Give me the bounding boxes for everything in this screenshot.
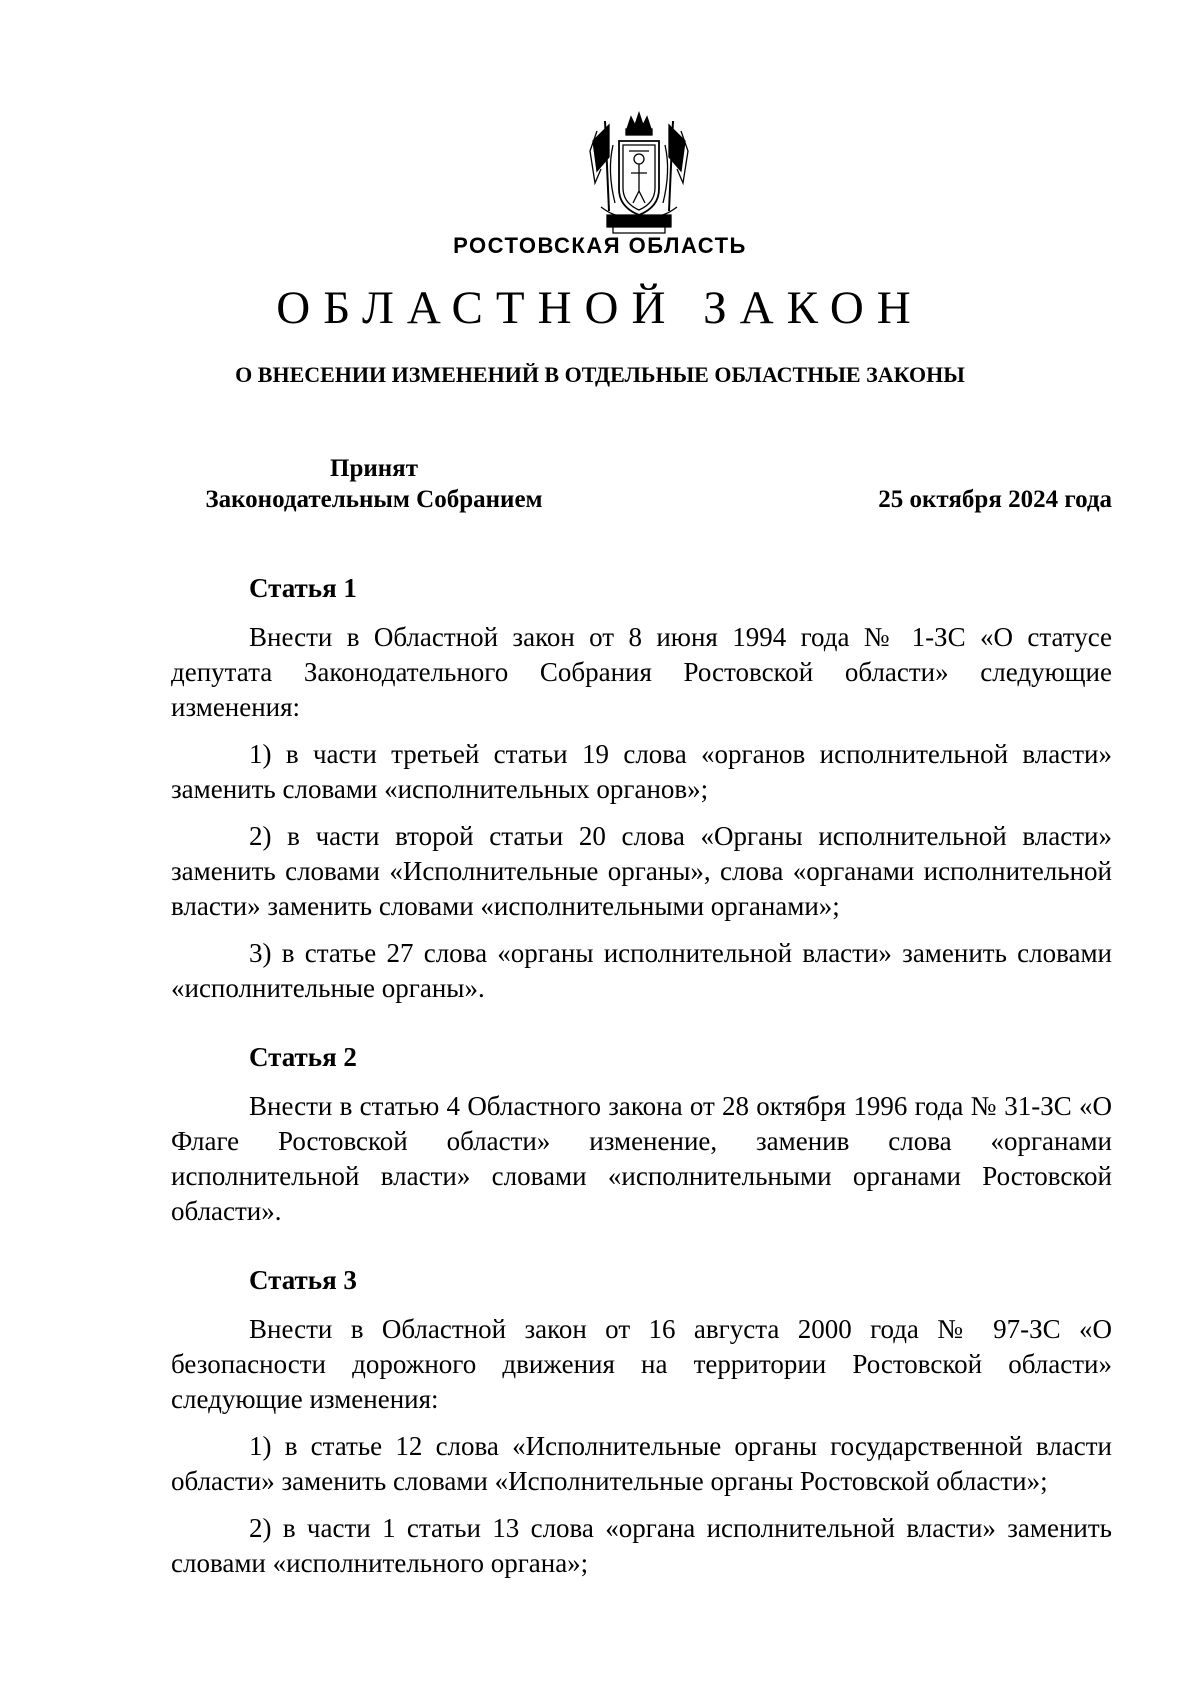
law-body (171, 571, 1112, 1593)
article-paragraph: Внести в статью 4 Областного закона от 28 октября 1996 года № 31-ЗС «О Флаге Ростовской области» изменение, заменив слова «органами исполнительной власти» словами «исполнительными органами Ростовской области». (171, 1091, 1112, 1226)
adoption-line-2: Законодательным Собранием (205, 486, 543, 513)
article-paragraph: 1) в статье 12 слова «Исполнительные органы государственной власти области» заменить словами «Исполнительные органы Ростовской области»; (171, 1431, 1112, 1496)
article-paragraph: 2) в части 1 статьи 13 слова «органа исполнительной власти» заменить словами «исполнительного органа»; (171, 1513, 1112, 1578)
article-2 (171, 1040, 1112, 1229)
document-type: ОБЛАСТНОЙ ЗАКОН (276, 282, 924, 334)
article-1 (171, 571, 1112, 1006)
article-paragraph: Внести в Областной закон от 8 июня 1994 года № 1-ЗС «О статусе депутата Законодательного Собрания Ростовской области» следующие изменения: (171, 622, 1112, 722)
article-paragraph: Внести в Областной закон от 16 августа 2000 года № 97-ЗС «О безопасности дорожного движения на территории Ростовской области» следующие изменения: (171, 1314, 1112, 1414)
article-heading: Статья 2 (249, 1042, 357, 1072)
article-paragraph: 3) в статье 27 слова «органы исполнительной власти» заменить словами «исполнительные органы». (171, 938, 1112, 1003)
article-3 (171, 1263, 1112, 1581)
adoption-date: 25 октября 2024 года (878, 486, 1112, 513)
article-heading: Статья 1 (249, 573, 357, 603)
adoption-line-1: Принят (330, 455, 418, 482)
adoption-block (174, 453, 574, 515)
article-paragraph: 2) в части второй статьи 20 слова «Органы исполнительной власти» заменить словами «Исполнительные органы», слова «органами исполнительной власти» заменить словами «исполнительными органами»; (171, 821, 1112, 921)
article-paragraph: 1) в части третьей статьи 19 слова «органов исполнительной власти» заменить словами «исполнительных органов»; (171, 739, 1112, 804)
coat-of-arms-emblem (587, 111, 691, 236)
region-name: РОСТОВСКАЯ ОБЛАСТЬ (453, 233, 747, 258)
document-title: О ВНЕСЕНИИ ИЗМЕНЕНИЙ В ОТДЕЛЬНЫЕ ОБЛАСТНЫЕ ЗАКОНЫ (235, 362, 965, 387)
article-heading: Статья 3 (249, 1265, 357, 1295)
